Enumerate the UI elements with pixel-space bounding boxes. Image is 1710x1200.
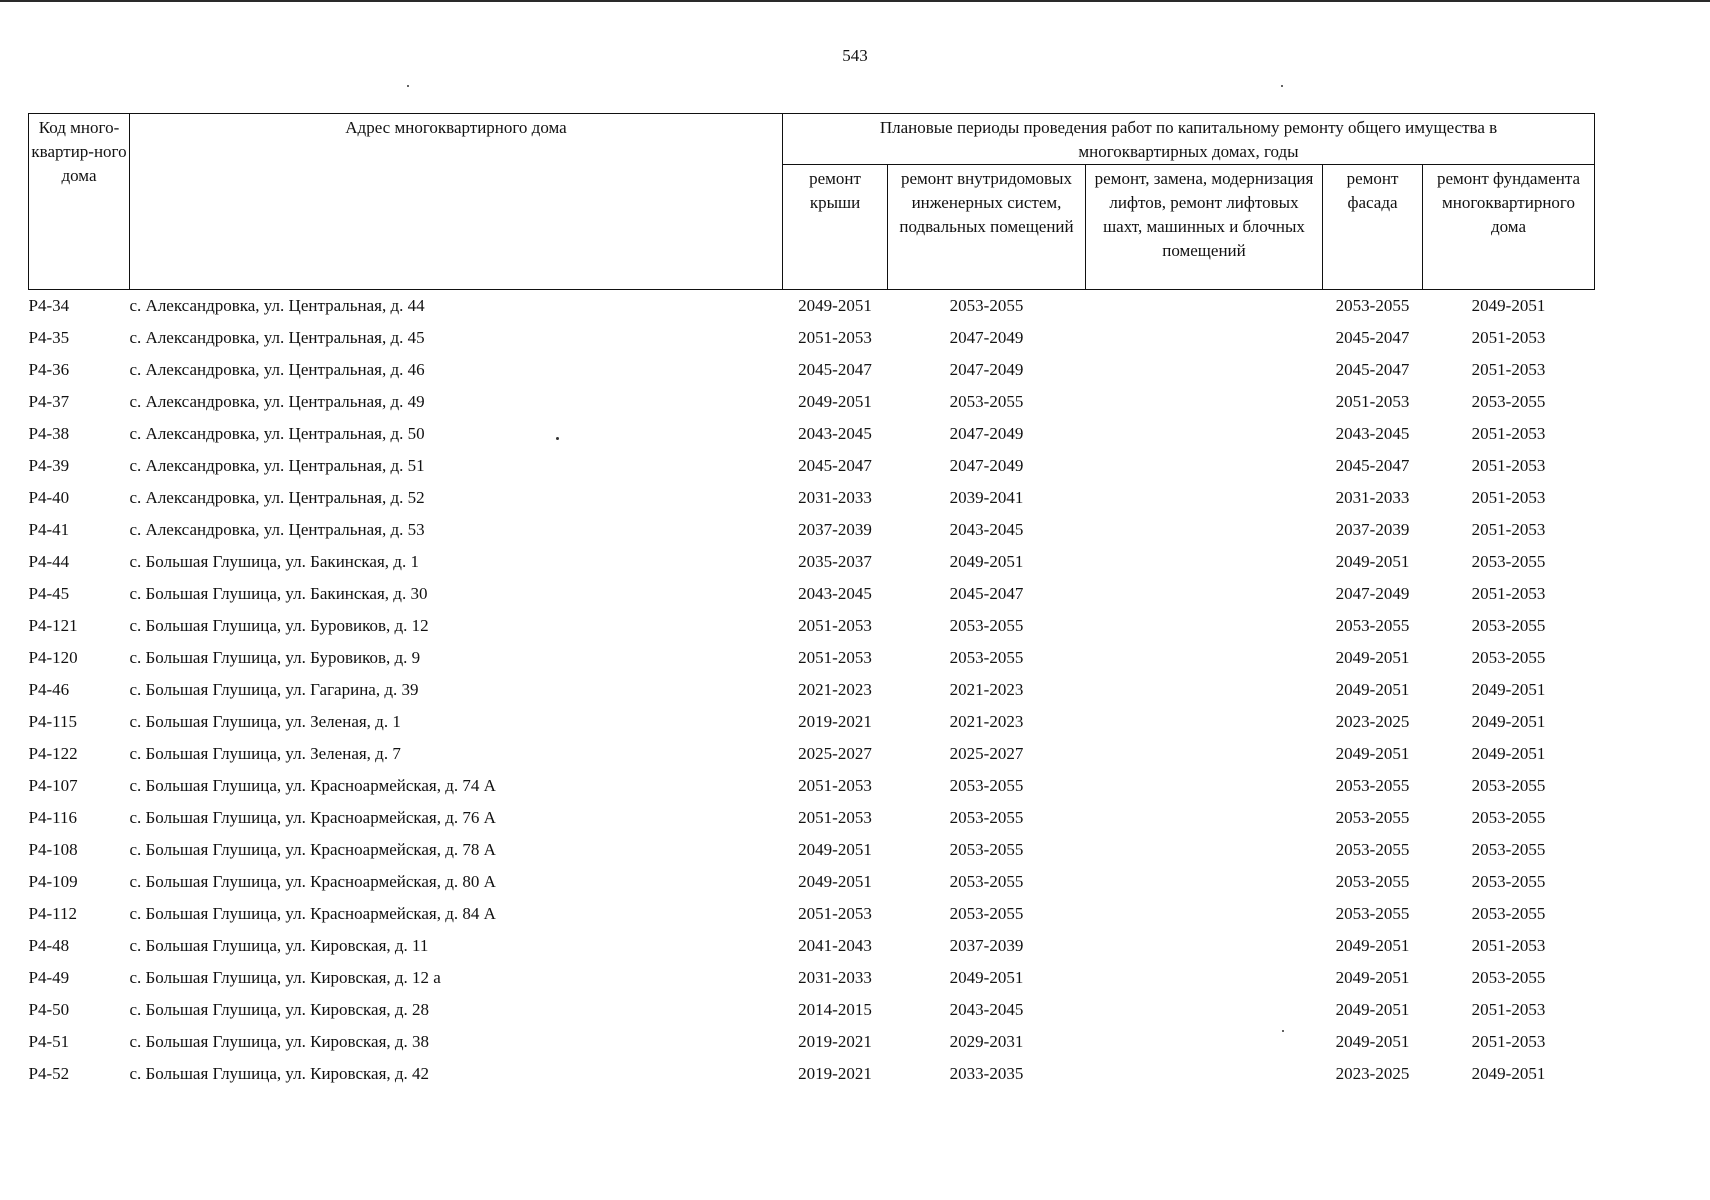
cell-roof: 2019-2021 <box>798 1064 872 1083</box>
table-row <box>29 930 1595 962</box>
cell-elevators <box>1086 898 1323 930</box>
cell-roof: 2049-2051 <box>798 840 872 859</box>
cell-roof: 2049-2051 <box>798 392 872 411</box>
cell-address: с. Большая Глушица, ул. Красноармейская, д. 74 А <box>129 776 496 795</box>
cell-foundation: 2049-2051 <box>1471 744 1546 763</box>
table-row <box>29 770 1595 802</box>
table-row <box>29 898 1595 930</box>
cell-code: Р4-108 <box>28 840 78 859</box>
cell-engineering: 2033-2035 <box>949 1064 1024 1083</box>
cell-address: с. Александровка, ул. Центральная, д. 45 <box>129 328 425 347</box>
cell-roof: 2021-2023 <box>798 680 872 699</box>
cell-engineering: 2053-2055 <box>949 904 1024 923</box>
table-row <box>29 642 1595 674</box>
cell-address: с. Большая Глушица, ул. Красноармейская, д. 76 А <box>129 808 496 827</box>
cell-elevators <box>1086 802 1323 834</box>
cell-elevators <box>1086 514 1323 546</box>
table-row <box>29 418 1595 450</box>
cell-roof: 2031-2033 <box>798 968 872 987</box>
cell-address: с. Большая Глушица, ул. Зеленая, д. 7 <box>129 744 401 763</box>
cell-elevators <box>1086 866 1323 898</box>
cell-code: Р4-112 <box>28 904 77 923</box>
header-code: Код много-квартир-ного дома <box>29 114 130 290</box>
cell-facade: 2051-2053 <box>1335 392 1410 411</box>
cell-roof: 2051-2053 <box>798 904 872 923</box>
table-row <box>29 834 1595 866</box>
table-row <box>29 962 1595 994</box>
cell-engineering: 2053-2055 <box>949 776 1024 795</box>
cell-code: Р4-50 <box>28 1000 70 1019</box>
cell-foundation: 2053-2055 <box>1471 968 1546 987</box>
cell-address: с. Александровка, ул. Центральная, д. 50 <box>129 424 425 443</box>
table-row <box>29 322 1595 354</box>
header-foundation: ремонт фундамента многоквартирного дома <box>1423 165 1595 290</box>
cell-foundation: 2051-2053 <box>1471 520 1546 539</box>
cell-address: с. Большая Глушица, ул. Гагарина, д. 39 <box>129 680 419 699</box>
cell-elevators <box>1086 834 1323 866</box>
cell-elevators <box>1086 578 1323 610</box>
cell-facade: 2031-2033 <box>1335 488 1410 507</box>
cell-address: с. Большая Глушица, ул. Красноармейская, д. 78 А <box>129 840 496 859</box>
cell-elevators <box>1086 290 1323 323</box>
scan-speck <box>1281 85 1283 87</box>
cell-roof: 2037-2039 <box>798 520 872 539</box>
cell-facade: 2049-2051 <box>1335 744 1410 763</box>
cell-facade: 2049-2051 <box>1335 1032 1410 1051</box>
cell-code: Р4-120 <box>28 648 78 667</box>
cell-foundation: 2051-2053 <box>1471 360 1546 379</box>
cell-roof: 2043-2045 <box>798 584 872 603</box>
cell-engineering: 2053-2055 <box>949 872 1024 891</box>
cell-elevators <box>1086 482 1323 514</box>
cell-roof: 2025-2027 <box>798 744 872 763</box>
cell-code: Р4-37 <box>28 392 70 411</box>
capital-repair-table <box>28 113 1595 1090</box>
cell-elevators <box>1086 930 1323 962</box>
cell-engineering: 2047-2049 <box>949 456 1024 475</box>
cell-code: Р4-40 <box>28 488 70 507</box>
cell-roof: 2045-2047 <box>798 360 872 379</box>
cell-code: Р4-38 <box>28 424 70 443</box>
cell-engineering: 2021-2023 <box>949 712 1024 731</box>
cell-code: Р4-41 <box>28 520 70 539</box>
cell-facade: 2049-2051 <box>1335 680 1410 699</box>
table-row <box>29 738 1595 770</box>
cell-code: Р4-36 <box>28 360 70 379</box>
header-roof: ремонт крыши <box>783 165 888 290</box>
table-row <box>29 1058 1595 1090</box>
cell-elevators <box>1086 418 1323 450</box>
scan-speck <box>556 437 559 440</box>
cell-engineering: 2021-2023 <box>949 680 1024 699</box>
table-row <box>29 546 1595 578</box>
cell-facade: 2049-2051 <box>1335 1000 1410 1019</box>
cell-elevators <box>1086 1058 1323 1090</box>
table-row <box>29 290 1595 323</box>
cell-facade: 2049-2051 <box>1335 968 1410 987</box>
cell-address: с. Большая Глушица, ул. Кировская, д. 12 а <box>129 968 441 987</box>
table-row <box>29 994 1595 1026</box>
cell-foundation: 2053-2055 <box>1471 776 1546 795</box>
cell-roof: 2051-2053 <box>798 328 872 347</box>
cell-elevators <box>1086 354 1323 386</box>
cell-roof: 2035-2037 <box>798 552 872 571</box>
header-periods-group: Плановые периоды проведения работ по капитальному ремонту общего имущества в многоквартирных домах, годы <box>783 114 1595 165</box>
cell-roof: 2045-2047 <box>798 456 872 475</box>
cell-foundation: 2051-2053 <box>1471 584 1546 603</box>
cell-address: с. Александровка, ул. Центральная, д. 46 <box>129 360 425 379</box>
table-row <box>29 354 1595 386</box>
cell-roof: 2019-2021 <box>798 1032 872 1051</box>
cell-address: с. Большая Глушица, ул. Кировская, д. 38 <box>129 1032 430 1051</box>
cell-foundation: 2053-2055 <box>1471 552 1546 571</box>
cell-foundation: 2053-2055 <box>1471 840 1546 859</box>
cell-engineering: 2049-2051 <box>949 968 1024 987</box>
cell-foundation: 2049-2051 <box>1471 680 1546 699</box>
cell-code: Р4-48 <box>28 936 70 955</box>
cell-elevators <box>1086 642 1323 674</box>
scan-top-border <box>0 0 1710 2</box>
cell-address: с. Александровка, ул. Центральная, д. 44 <box>129 296 425 315</box>
cell-engineering: 2037-2039 <box>949 936 1024 955</box>
cell-foundation: 2049-2051 <box>1471 712 1546 731</box>
table-row <box>29 802 1595 834</box>
cell-engineering: 2053-2055 <box>949 808 1024 827</box>
cell-code: Р4-46 <box>28 680 70 699</box>
cell-elevators <box>1086 610 1323 642</box>
table-row <box>29 1026 1595 1058</box>
cell-code: Р4-45 <box>28 584 70 603</box>
cell-elevators <box>1086 1026 1323 1058</box>
cell-address: с. Большая Глушица, ул. Зеленая, д. 1 <box>129 712 401 731</box>
cell-code: Р4-49 <box>28 968 70 987</box>
cell-roof: 2051-2053 <box>798 648 872 667</box>
cell-facade: 2053-2055 <box>1335 296 1410 315</box>
cell-facade: 2053-2055 <box>1335 616 1410 635</box>
cell-foundation: 2051-2053 <box>1471 1000 1546 1019</box>
table-row <box>29 386 1595 418</box>
table-row <box>29 482 1595 514</box>
cell-foundation: 2053-2055 <box>1471 616 1546 635</box>
cell-engineering: 2025-2027 <box>949 744 1024 763</box>
cell-facade: 2023-2025 <box>1335 712 1410 731</box>
cell-roof: 2041-2043 <box>798 936 872 955</box>
cell-roof: 2031-2033 <box>798 488 872 507</box>
cell-address: с. Александровка, ул. Центральная, д. 49 <box>129 392 425 411</box>
cell-roof: 2019-2021 <box>798 712 872 731</box>
cell-foundation: 2051-2053 <box>1471 936 1546 955</box>
cell-address: с. Большая Глушица, ул. Бакинская, д. 30 <box>129 584 428 603</box>
cell-facade: 2023-2025 <box>1335 1064 1410 1083</box>
cell-facade: 2053-2055 <box>1335 840 1410 859</box>
cell-facade: 2045-2047 <box>1335 328 1410 347</box>
cell-facade: 2049-2051 <box>1335 552 1410 571</box>
cell-foundation: 2053-2055 <box>1471 392 1546 411</box>
header-engineering: ремонт внутридомовых инженерных систем, подвальных помещений <box>888 165 1086 290</box>
cell-elevators <box>1086 674 1323 706</box>
cell-code: Р4-115 <box>28 712 77 731</box>
cell-facade: 2053-2055 <box>1335 776 1410 795</box>
cell-elevators <box>1086 770 1323 802</box>
cell-code: Р4-34 <box>28 296 70 315</box>
cell-engineering: 2053-2055 <box>949 296 1024 315</box>
cell-engineering: 2053-2055 <box>949 840 1024 859</box>
cell-code: Р4-109 <box>28 872 78 891</box>
cell-foundation: 2051-2053 <box>1471 328 1546 347</box>
cell-address: с. Большая Глушица, ул. Бакинская, д. 1 <box>129 552 419 571</box>
cell-foundation: 2053-2055 <box>1471 904 1546 923</box>
page-number: 543 <box>842 46 868 65</box>
header-address: Адрес многоквартирного дома <box>130 114 783 290</box>
cell-facade: 2049-2051 <box>1335 648 1410 667</box>
cell-elevators <box>1086 962 1323 994</box>
cell-address: с. Александровка, ул. Центральная, д. 53 <box>129 520 425 539</box>
cell-address: с. Большая Глушица, ул. Буровиков, д. 9 <box>129 648 421 667</box>
table-row <box>29 866 1595 898</box>
cell-code: Р4-35 <box>28 328 70 347</box>
scan-speck <box>407 85 409 87</box>
cell-foundation: 2053-2055 <box>1471 872 1546 891</box>
cell-roof: 2049-2051 <box>798 872 872 891</box>
cell-facade: 2037-2039 <box>1335 520 1410 539</box>
cell-address: с. Большая Глушица, ул. Кировская, д. 11 <box>129 936 429 955</box>
cell-engineering: 2039-2041 <box>949 488 1024 507</box>
cell-facade: 2047-2049 <box>1335 584 1410 603</box>
cell-roof: 2014-2015 <box>798 1000 872 1019</box>
cell-foundation: 2051-2053 <box>1471 488 1546 507</box>
cell-facade: 2045-2047 <box>1335 360 1410 379</box>
cell-foundation: 2051-2053 <box>1471 456 1546 475</box>
cell-elevators <box>1086 546 1323 578</box>
cell-engineering: 2053-2055 <box>949 392 1024 411</box>
cell-address: с. Большая Глушица, ул. Буровиков, д. 12 <box>129 616 429 635</box>
cell-facade: 2043-2045 <box>1335 424 1410 443</box>
cell-engineering: 2053-2055 <box>949 616 1024 635</box>
cell-elevators <box>1086 386 1323 418</box>
cell-engineering: 2047-2049 <box>949 328 1024 347</box>
table-row <box>29 450 1595 482</box>
cell-address: с. Большая Глушица, ул. Красноармейская, д. 84 А <box>129 904 496 923</box>
cell-foundation: 2051-2053 <box>1471 424 1546 443</box>
cell-engineering: 2049-2051 <box>949 552 1024 571</box>
cell-elevators <box>1086 450 1323 482</box>
cell-foundation: 2049-2051 <box>1471 296 1546 315</box>
cell-roof: 2049-2051 <box>798 296 872 315</box>
cell-engineering: 2029-2031 <box>949 1032 1024 1051</box>
cell-roof: 2043-2045 <box>798 424 872 443</box>
cell-facade: 2053-2055 <box>1335 872 1410 891</box>
cell-address: с. Большая Глушица, ул. Красноармейская, д. 80 А <box>129 872 496 891</box>
cell-engineering: 2045-2047 <box>949 584 1024 603</box>
cell-address: с. Александровка, ул. Центральная, д. 51 <box>129 456 425 475</box>
cell-address: с. Александровка, ул. Центральная, д. 52 <box>129 488 425 507</box>
cell-facade: 2053-2055 <box>1335 904 1410 923</box>
cell-address: с. Большая Глушица, ул. Кировская, д. 28 <box>129 1000 430 1019</box>
cell-facade: 2049-2051 <box>1335 936 1410 955</box>
scan-speck <box>1282 1030 1284 1032</box>
cell-roof: 2051-2053 <box>798 616 872 635</box>
table-row <box>29 578 1595 610</box>
cell-code: Р4-52 <box>28 1064 70 1083</box>
cell-engineering: 2053-2055 <box>949 648 1024 667</box>
cell-elevators <box>1086 994 1323 1026</box>
cell-code: Р4-51 <box>28 1032 70 1051</box>
cell-code: Р4-107 <box>28 776 78 795</box>
cell-roof: 2051-2053 <box>798 808 872 827</box>
cell-foundation: 2051-2053 <box>1471 1032 1546 1051</box>
cell-engineering: 2043-2045 <box>949 1000 1024 1019</box>
cell-code: Р4-121 <box>28 616 78 635</box>
cell-elevators <box>1086 738 1323 770</box>
table-row <box>29 514 1595 546</box>
cell-code: Р4-116 <box>28 808 77 827</box>
header-facade: ремонт фасада <box>1323 165 1423 290</box>
table-row <box>29 706 1595 738</box>
table-row <box>29 674 1595 706</box>
cell-foundation: 2053-2055 <box>1471 648 1546 667</box>
cell-code: Р4-44 <box>28 552 70 571</box>
cell-facade: 2045-2047 <box>1335 456 1410 475</box>
cell-code: Р4-122 <box>28 744 78 763</box>
cell-facade: 2053-2055 <box>1335 808 1410 827</box>
header-elevators: ремонт, замена, модернизация лифтов, ремонт лифтовых шахт, машинных и блочных помещений <box>1086 165 1323 290</box>
cell-elevators <box>1086 706 1323 738</box>
cell-roof: 2051-2053 <box>798 776 872 795</box>
cell-code: Р4-39 <box>28 456 70 475</box>
cell-engineering: 2043-2045 <box>949 520 1024 539</box>
table-row <box>29 610 1595 642</box>
table-body <box>29 290 1595 1091</box>
cell-engineering: 2047-2049 <box>949 424 1024 443</box>
cell-elevators <box>1086 322 1323 354</box>
cell-foundation: 2049-2051 <box>1471 1064 1546 1083</box>
cell-foundation: 2053-2055 <box>1471 808 1546 827</box>
cell-engineering: 2047-2049 <box>949 360 1024 379</box>
cell-address: с. Большая Глушица, ул. Кировская, д. 42 <box>129 1064 430 1083</box>
